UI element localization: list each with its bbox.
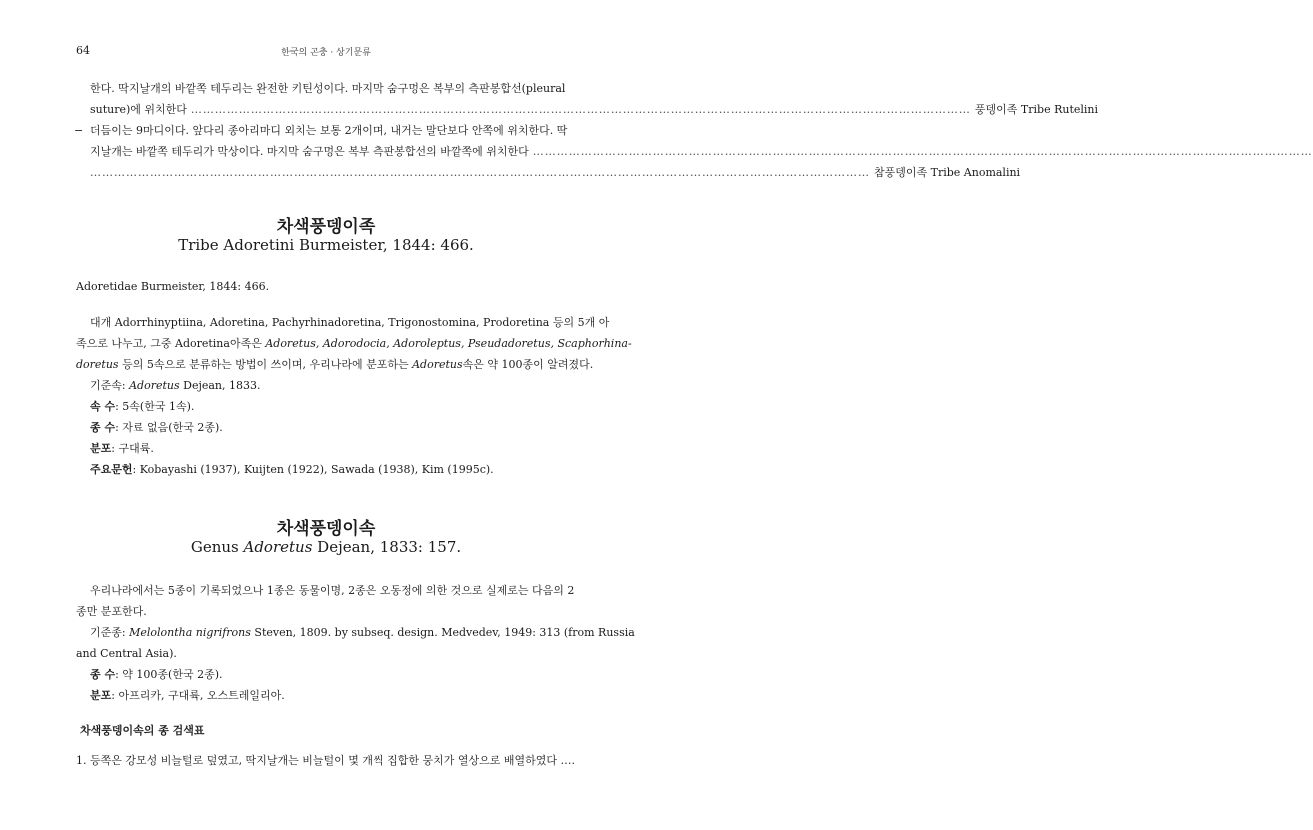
species-key-title: 차색풍뎅이속의 종 검색표 bbox=[80, 724, 205, 737]
key-line-3 bbox=[76, 120, 576, 141]
running-title: 한국의 곤충 · 상기문류 bbox=[281, 48, 371, 58]
tribe-synonym: Adoretidae Burmeister, 1844: 466. bbox=[76, 280, 270, 293]
type-species-label: 기준종: bbox=[90, 626, 130, 639]
genus-desc-line-1: 우리나라에서는 5종이 기록되었으나 1종은 동물이명, 2종은 오동정에 의한 것으로 실제로는 다음의 2 bbox=[90, 584, 575, 597]
fact-label: 종 수 bbox=[90, 421, 116, 434]
tribe-title-korean: 차색풍뎅이족 bbox=[276, 217, 376, 237]
type-species-name: Melolontha nigrifrons bbox=[129, 626, 251, 639]
genus-type-species bbox=[76, 622, 635, 643]
fact-label: 종 수 bbox=[90, 668, 116, 681]
tribe-desc-text: 속은 약 100종이 알려졌다. bbox=[462, 358, 594, 371]
fact-label: 분포 bbox=[90, 689, 112, 702]
tribe-genera-count bbox=[76, 396, 576, 417]
genus-title-name: Adoretus bbox=[243, 538, 313, 556]
tribe-title-english: Tribe Adoretini Burmeister, 1844: 466. bbox=[178, 236, 474, 254]
tribe-desc-text: 족으로 나누고, 그중 Adoretina아족은 bbox=[76, 337, 266, 350]
genus-description bbox=[76, 580, 635, 664]
genus-title-korean: 차색풍뎅이속 bbox=[276, 519, 376, 539]
genus-title-english bbox=[0, 538, 652, 556]
key-continued bbox=[74, 78, 1099, 183]
tribe-distribution bbox=[76, 438, 576, 459]
page-number: 64 bbox=[76, 44, 90, 57]
tribe-desc-genera: Adoretus, Adorodocia, Adoroleptus, Pseudadoretus, Scaphorhina- bbox=[265, 337, 632, 350]
fact-label: 속 수 bbox=[90, 400, 116, 413]
fact-value: : Kobayashi (1937), Kuijten (1922), Sawada (1938), Kim (1995c). bbox=[132, 463, 494, 476]
key-line-2-text: suture)에 위치한다 bbox=[90, 103, 187, 116]
genus-facts bbox=[76, 664, 576, 706]
type-genus-label: 기준속: bbox=[90, 379, 130, 392]
tribe-desc-genera-cont: doretus bbox=[76, 358, 119, 371]
key-line-4 bbox=[76, 141, 576, 162]
tribe-literature bbox=[76, 459, 576, 480]
tribe-desc-text: 등의 5속으로 분류하는 방법이 쓰이며, 우리나라에 분포하는 bbox=[118, 358, 413, 371]
type-genus-author: Dejean, 1833. bbox=[179, 379, 261, 392]
tribe-desc-line-3 bbox=[76, 354, 594, 375]
fact-value: : 자료 없음(한국 2종). bbox=[115, 421, 223, 434]
fact-value: : 약 100종(한국 2종). bbox=[115, 668, 223, 681]
tribe-species-count bbox=[76, 417, 576, 438]
tribe-desc-genus: Adoretus bbox=[412, 358, 463, 371]
key-taxon-anomalini: 참풍뎅이족 Tribe Anomalini bbox=[874, 166, 1021, 179]
key-dash: − bbox=[74, 124, 84, 137]
leader-dots bbox=[533, 141, 1313, 162]
genus-title-prefix: Genus bbox=[190, 538, 244, 556]
fact-value: : 구대륙. bbox=[111, 442, 154, 455]
fact-value: : 아프리카, 구대륙, 오스트레일리아. bbox=[111, 689, 285, 702]
tribe-desc-line-2 bbox=[76, 333, 632, 354]
fact-label: 주요문헌 bbox=[90, 463, 133, 476]
key-line-5 bbox=[76, 162, 1021, 183]
genus-type-species-cont: and Central Asia). bbox=[76, 647, 177, 660]
leader-dots bbox=[191, 99, 971, 120]
tribe-description bbox=[76, 312, 632, 396]
tribe-desc-line-1: 대개 Adorrhinyptiina, Adoretina, Pachyrhinadoretina, Trigonostomina, Prodoretina 등의 5개 아 bbox=[90, 316, 610, 329]
key-line-2 bbox=[76, 99, 1099, 120]
species-key-item-1: 1. 등쪽은 강모성 비늘털로 덮였고, 딱지날개는 비늘털이 몇 개씩 집합한 뭉치가 열상으로 배열하였다 …. bbox=[76, 754, 575, 767]
genus-title-author: Dejean, 1833: 157. bbox=[312, 538, 462, 556]
tribe-type-genus bbox=[76, 375, 576, 396]
key-line-4-text: 지날개는 바깥쪽 테두리가 막상이다. 마지막 숨구멍은 복부 측판봉합선의 바깥쪽에 위치한다 bbox=[90, 145, 529, 158]
tribe-facts bbox=[76, 396, 576, 480]
leader-dots bbox=[90, 162, 870, 183]
key-line-3-text: 더듬이는 9마디이다. 앞다리 종아리마디 외치는 보통 2개이며, 내거는 말단보다 안쪽에 위치한다. 딱 bbox=[90, 124, 568, 137]
genus-distribution bbox=[76, 685, 576, 706]
fact-value: : 5속(한국 1속). bbox=[115, 400, 195, 413]
fact-label: 분포 bbox=[90, 442, 112, 455]
type-genus-name: Adoretus bbox=[129, 379, 180, 392]
key-line-1: 한다. 딱지날개의 바깥쪽 테두리는 완전한 키틴성이다. 마지막 숨구멍은 복부의 측판봉합선(pleural bbox=[90, 82, 566, 95]
genus-desc-line-2: 종만 분포한다. bbox=[76, 605, 147, 618]
key-taxon-rutelini: 풍뎅이족 Tribe Rutelini bbox=[974, 103, 1099, 116]
species-key bbox=[76, 750, 576, 771]
type-species-rest: Steven, 1809. by subseq. design. Medvedev, 1949: 313 (from Russia bbox=[250, 626, 635, 639]
genus-species-count bbox=[76, 664, 576, 685]
